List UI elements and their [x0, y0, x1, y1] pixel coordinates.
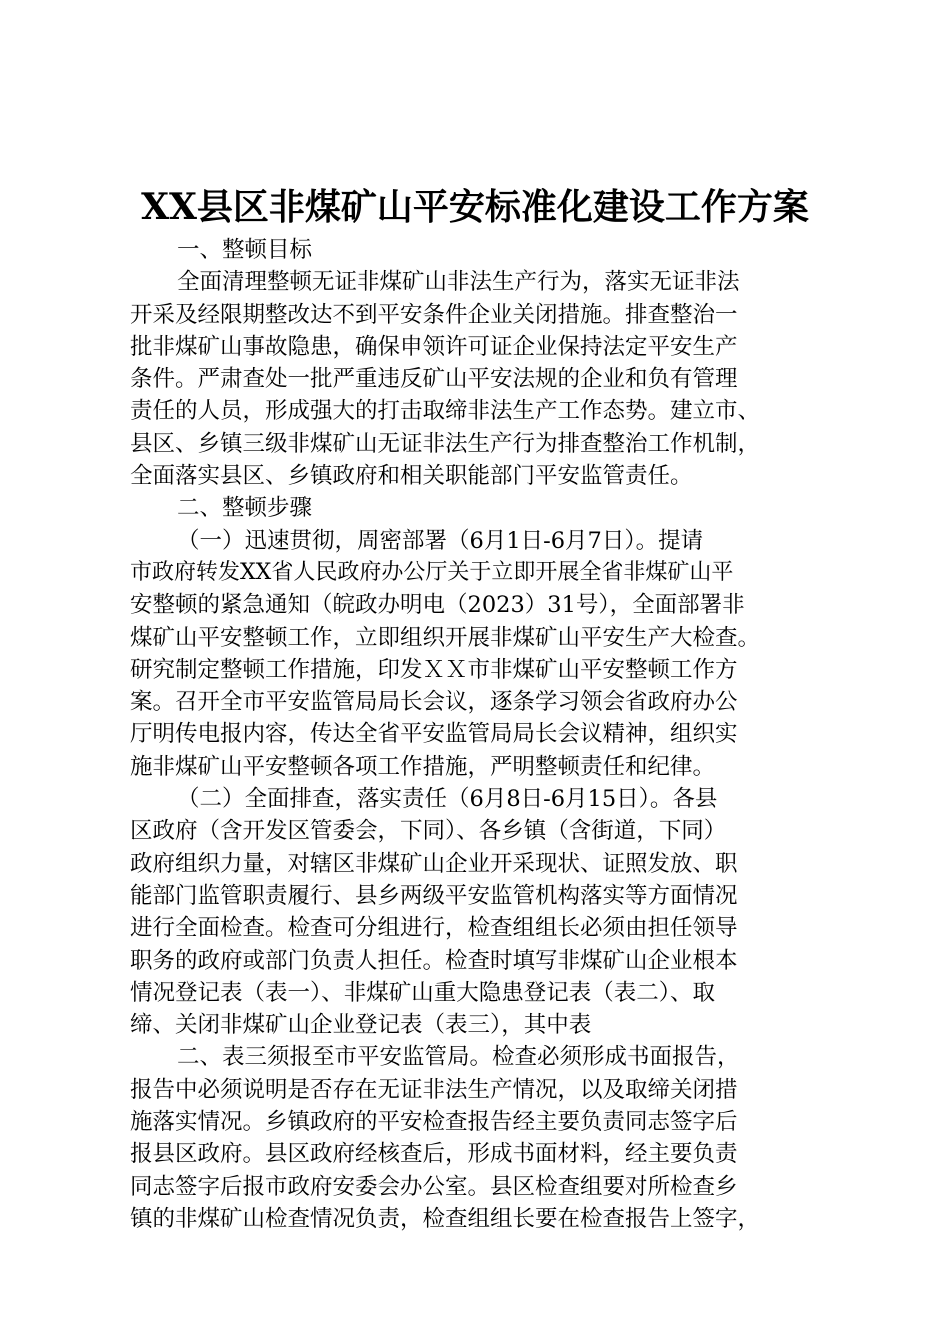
paragraph-line: 研究制定整顿工作措施，印发ＸＸ市非煤矿山平安整顿工作方 — [130, 656, 738, 683]
paragraph-line: 全面清理整顿无证非煤矿山非法生产行为，落实无证非法 — [177, 269, 740, 296]
paragraph-line: 安整顿的紧急通知（皖政办明电（2023）31号），全面部署非 — [130, 592, 745, 619]
paragraph-line: 情况登记表（表一）、非煤矿山重大隐患登记表（表二）、取 — [130, 979, 716, 1006]
paragraph-line: 报县区政府。县区政府经核查后，形成书面材料，经主要负责 — [130, 1141, 738, 1168]
paragraph-line: 区政府（含开发区管委会，下同）、各乡镇（含街道，下同） — [130, 818, 727, 845]
paragraph-line: 缔、关闭非煤矿山企业登记表（表三），其中表 — [130, 1012, 592, 1039]
document-body — [130, 234, 820, 1235]
section-heading: 二、整顿步骤 — [177, 495, 313, 522]
paragraph-line: 能部门监管职责履行、县乡两级平安监管机构落实等方面情况 — [130, 882, 738, 909]
paragraph-line: 市政府转发XX省人民政府办公厅关于立即开展全省非煤矿山平 — [130, 559, 734, 585]
paragraph-line: 职务的政府或部门负责人担任。检查时填写非煤矿山企业根本 — [130, 947, 738, 974]
paragraph-line: （一）迅速贯彻，周密部署（6月1日-6月7日）。提请 — [177, 527, 704, 554]
paragraph-line: 案。召开全市平安监管局局长会议，逐条学习领会省政府办公 — [130, 689, 738, 716]
paragraph-line: 报告中必须说明是否存在无证非法生产情况，以及取缔关闭措 — [130, 1076, 738, 1103]
paragraph-line: 厅明传电报内容，传达全省平安监管局局长会议精神，组织实 — [130, 721, 738, 748]
document-title: XX县区非煤矿山平安标准化建设工作方案 — [141, 186, 809, 228]
paragraph-line: 责任的人员，形成强大的打击取缔非法生产工作态势。建立市、 — [130, 398, 761, 425]
paragraph-line: 同志签字后报市政府安委会办公室。县区检查组要对所检查乡 — [130, 1173, 738, 1200]
section-heading: 一、整顿目标 — [177, 237, 313, 263]
paragraph-line: 全面落实县区、乡镇政府和相关职能部门平安监管责任。 — [130, 463, 693, 490]
paragraph-line: 条件。严肃查处一批严重违反矿山平安法规的企业和负有管理 — [130, 366, 738, 393]
paragraph-line: 政府组织力量，对辖区非煤矿山企业开采现状、证照发放、职 — [130, 850, 738, 877]
paragraph-line: 开采及经限期整改达不到平安条件企业关闭措施。排查整治一 — [130, 301, 738, 328]
paragraph-line: 施落实情况。乡镇政府的平安检查报告经主要负责同志签字后 — [130, 1109, 738, 1136]
paragraph-line: 进行全面检查。检查可分组进行，检查组组长必须由担任领导 — [130, 915, 738, 942]
paragraph-line: 煤矿山平安整顿工作，立即组织开展非煤矿山平安生产大检查。 — [130, 624, 761, 651]
paragraph-line: 施非煤矿山平安整顿各项工作措施，严明整顿责任和纪律。 — [130, 753, 716, 780]
paragraph-line: 批非煤矿山事故隐患，确保申领许可证企业保持法定平安生产 — [130, 333, 738, 360]
paragraph-line: 二、表三须报至市平安监管局。检查必须形成书面报告， — [177, 1044, 740, 1071]
paragraph-line: （二）全面排查，落实责任（6月8日-6月15日）。各县 — [177, 786, 718, 813]
paragraph-line: 镇的非煤矿山检查情况负责，检查组组长要在检查报告上签字， — [130, 1205, 761, 1232]
paragraph-line: 县区、乡镇三级非煤矿山无证非法生产行为排查整治工作机制， — [130, 430, 761, 457]
